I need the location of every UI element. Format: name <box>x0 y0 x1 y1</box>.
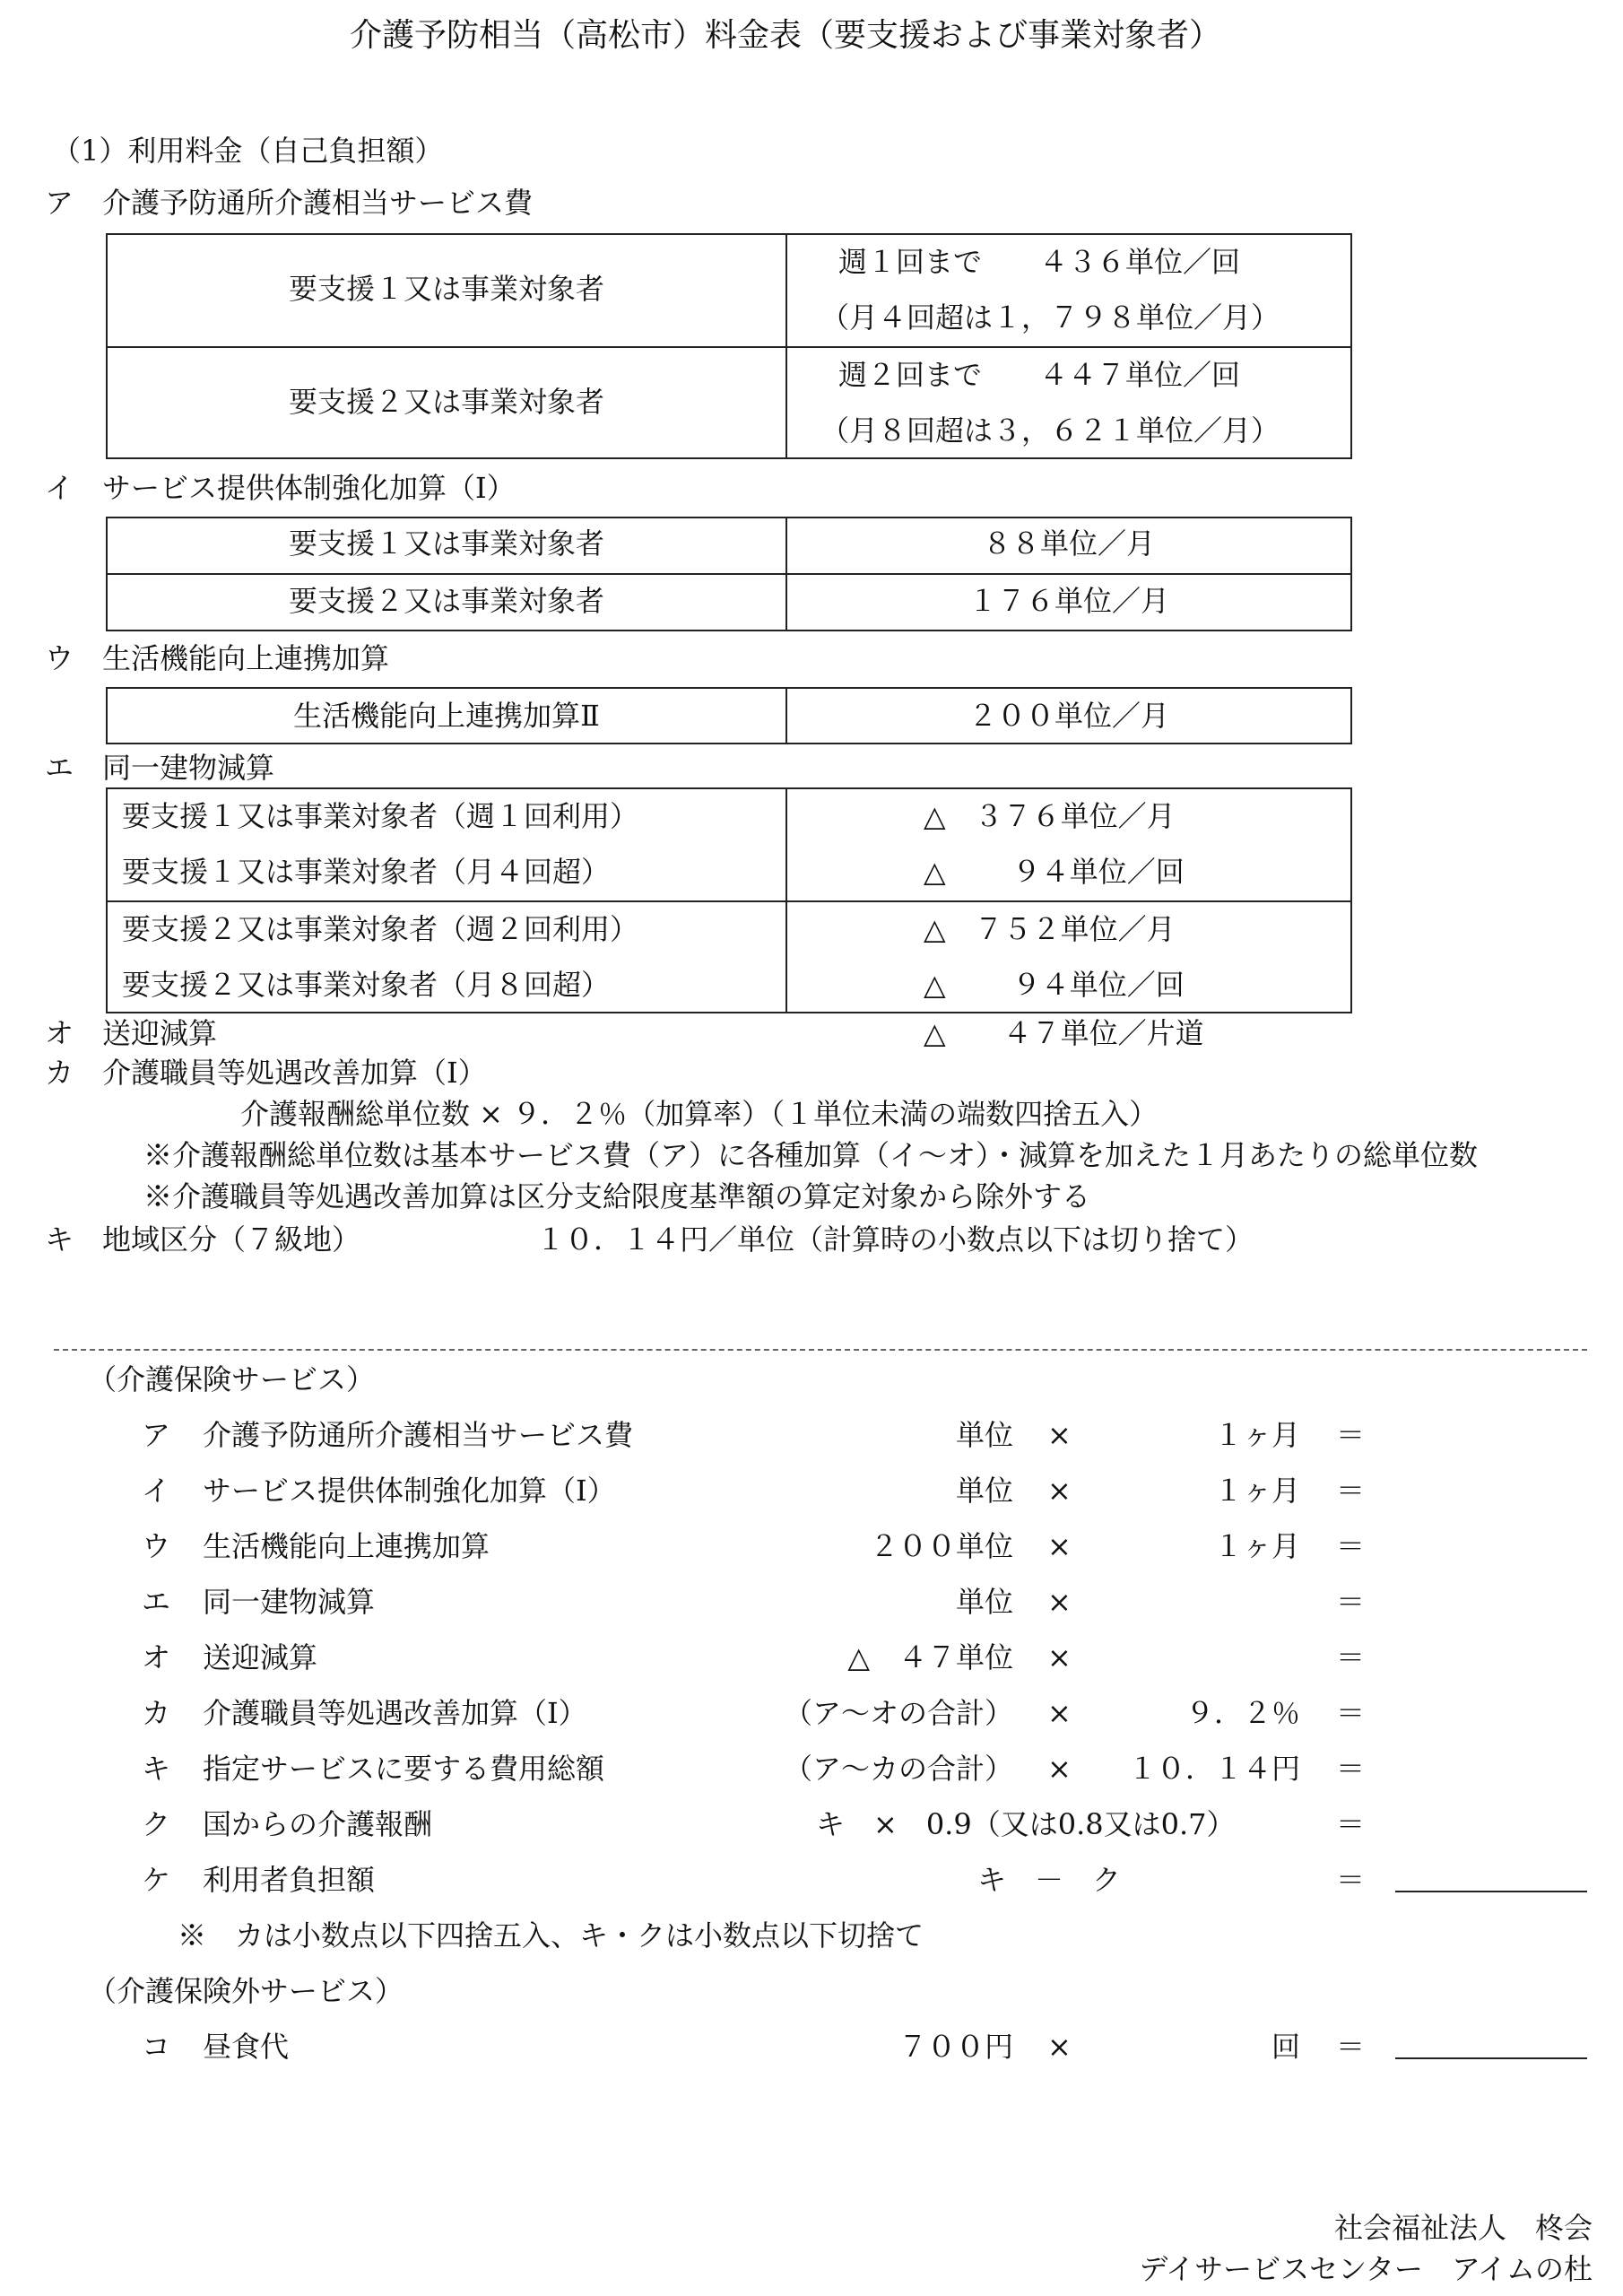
item-e-value: △ ４７単位／片道 <box>924 1016 1204 1050</box>
item-g-value: １０．１４円／単位（計算時の小数点以下は切り捨て） <box>536 1222 1254 1257</box>
calc-row-eq: ＝ <box>1336 1807 1366 1841</box>
calc-heading: （介護保険サービス） <box>88 1362 376 1396</box>
calc-row-unit: キ × 0.9（又は0.8又は0.7） <box>816 1807 1236 1841</box>
item-d-label: エ 同一建物減算 <box>45 751 275 785</box>
answer-blank <box>1395 1891 1587 1892</box>
lunch-key: コ <box>142 2030 171 2064</box>
calc-row-op: × <box>1047 1585 1072 1619</box>
calc-row-key: カ <box>142 1696 171 1730</box>
footer-center: デイサービスセンター アイムの杜 <box>1139 2252 1593 2286</box>
calc-row-op: × <box>1047 1474 1072 1508</box>
item-a-label: ア 介護予防通所介護相当サービス費 <box>45 186 534 220</box>
calc-row-name: サービス提供体制強化加算（Ⅰ） <box>203 1474 616 1508</box>
table-a-row2-line2: （月８回超は３，６２１単位／月） <box>820 413 1280 448</box>
calc-row-eq: ＝ <box>1336 1696 1366 1730</box>
table-d-row2-value: △ ９４単位／回 <box>924 855 1185 889</box>
calc-row-op: × <box>1047 1640 1072 1674</box>
table-divider <box>106 900 1352 902</box>
calc-row-name: 介護職員等処遇改善加算（Ⅰ） <box>203 1696 587 1730</box>
answer-blank <box>1395 2057 1587 2059</box>
calc-row-op: × <box>1047 1752 1072 1786</box>
calc-row-key: エ <box>142 1585 171 1619</box>
calc-row-op: × <box>1047 1418 1072 1452</box>
calc-row-key: イ <box>142 1474 171 1508</box>
table-c-row1-who: 生活機能向上連携加算Ⅱ <box>293 699 600 733</box>
item-f-note1: ※介護報酬総単位数は基本サービス費（ア）に各種加算（イ～オ）・減算を加えた１月あたりの総単位数 <box>143 1138 1479 1172</box>
calc-row-eq: ＝ <box>1336 1418 1366 1452</box>
table-d-row3-value: △ ７５２単位／月 <box>924 912 1176 946</box>
table-c-row1-value: ２００単位／月 <box>968 699 1169 733</box>
lunch-times: 回 <box>1271 2030 1300 2064</box>
calc-row-key: キ <box>142 1752 171 1786</box>
item-e-label: オ 送迎減算 <box>45 1016 218 1050</box>
table-a-row1-line2: （月４回超は１，７９８単位／月） <box>820 300 1280 335</box>
calc-row-name: 国からの介護報酬 <box>203 1807 433 1841</box>
calc-row-unit: （ア～カの合計） <box>783 1752 1013 1786</box>
calc-row-op: × <box>1047 1696 1072 1730</box>
table-a-row2-who: 要支援２又は事業対象者 <box>288 385 604 419</box>
table-d-row1-who: 要支援１又は事業対象者（週１回利用） <box>122 799 639 833</box>
calc-row-eq: ＝ <box>1336 1529 1366 1563</box>
calc-row-eq: ＝ <box>1336 1474 1366 1508</box>
calc-note: ※ カは小数点以下四捨五入、キ・クは小数点以下切捨て <box>178 1918 924 1952</box>
calc-row-eq: ＝ <box>1336 1863 1366 1897</box>
table-d-row4-who: 要支援２又は事業対象者（月８回超） <box>122 968 611 1002</box>
table-b-row2-who: 要支援２又は事業対象者 <box>288 584 604 618</box>
calc-row-name: 生活機能向上連携加算 <box>203 1529 490 1563</box>
table-d-row2-who: 要支援１又は事業対象者（月４回超） <box>122 855 611 889</box>
calc-row-unit: 単位 <box>955 1585 1013 1619</box>
page-title: 介護予防相当（高松市）料金表（要支援および事業対象者） <box>350 17 1222 54</box>
calc-row-unit: △ ４７単位 <box>847 1640 1013 1674</box>
table-a-row2-line1: 週２回まで ４４７単位／回 <box>838 358 1241 392</box>
calc-row-name: 介護予防通所介護相当サービス費 <box>203 1418 634 1452</box>
table-divider <box>106 573 1352 575</box>
table-d-row4-value: △ ９４単位／回 <box>924 968 1185 1002</box>
calc-row-key: ケ <box>142 1863 171 1897</box>
calc-row-key: オ <box>142 1640 171 1674</box>
item-b-label: イ サービス提供体制強化加算（Ⅰ） <box>45 471 516 505</box>
table-b-row2-value: １７６単位／月 <box>968 584 1169 618</box>
table-a-row1-line1: 週１回まで ４３６単位／回 <box>838 245 1241 279</box>
table-d-row3-who: 要支援２又は事業対象者（週２回利用） <box>122 912 639 946</box>
calc-row-unit: ２００単位 <box>869 1529 1013 1563</box>
calc-row-mult: １０．１４円 <box>1127 1752 1300 1786</box>
calc-row-unit: キ － ク <box>977 1863 1122 1897</box>
calc-row-eq: ＝ <box>1336 1640 1366 1674</box>
calc-row-name: 利用者負担額 <box>203 1863 376 1897</box>
footer-org: 社会福祉法人 柊会 <box>1333 2211 1593 2245</box>
lunch-eq: ＝ <box>1336 2030 1366 2064</box>
dashed-divider <box>54 1349 1587 1351</box>
table-a-row1-who: 要支援１又は事業対象者 <box>288 272 604 306</box>
calc-row-key: ウ <box>142 1529 171 1563</box>
calc-row-op: × <box>1047 1529 1072 1563</box>
table-b-row1-value: ８８単位／月 <box>982 526 1155 561</box>
table-divider <box>106 346 1352 348</box>
item-f-formula: 介護報酬総単位数 × ９．２％（加算率）（１単位未満の端数四捨五入） <box>240 1097 1159 1131</box>
calc-row-mult: １ヶ月 <box>1213 1418 1300 1452</box>
calc-row-eq: ＝ <box>1336 1585 1366 1619</box>
calc-row-eq: ＝ <box>1336 1752 1366 1786</box>
item-g-label: キ 地域区分（７級地） <box>45 1222 361 1257</box>
calc-row-unit: 単位 <box>955 1418 1013 1452</box>
calc-row-name: 送迎減算 <box>203 1640 318 1674</box>
lunch-op: × <box>1047 2030 1072 2064</box>
noninsurance-heading: （介護保険外サービス） <box>88 1974 404 2008</box>
calc-row-key: ク <box>142 1807 171 1841</box>
item-c-label: ウ 生活機能向上連携加算 <box>45 641 390 675</box>
table-d-row1-value: △ ３７６単位／月 <box>924 799 1176 833</box>
calc-row-name: 指定サービスに要する費用総額 <box>203 1752 605 1786</box>
lunch-price: ７００円 <box>898 2030 1013 2064</box>
table-b-row1-who: 要支援１又は事業対象者 <box>288 526 604 561</box>
item-f-label: カ 介護職員等処遇改善加算（Ⅰ） <box>45 1056 487 1090</box>
calc-row-unit: 単位 <box>955 1474 1013 1508</box>
calc-row-mult: ９．２％ <box>1185 1696 1300 1730</box>
lunch-name: 昼食代 <box>203 2030 290 2064</box>
calc-row-unit: （ア～オの合計） <box>783 1696 1013 1730</box>
calc-row-name: 同一建物減算 <box>203 1585 376 1619</box>
calc-row-key: ア <box>142 1418 171 1452</box>
section-heading: （1）利用料金（自己負担額） <box>52 134 444 168</box>
calc-row-mult: １ヶ月 <box>1213 1474 1300 1508</box>
item-f-note2: ※介護職員等処遇改善加算は区分支給限度基準額の算定対象から除外する <box>143 1179 1091 1213</box>
calc-row-mult: １ヶ月 <box>1213 1529 1300 1563</box>
